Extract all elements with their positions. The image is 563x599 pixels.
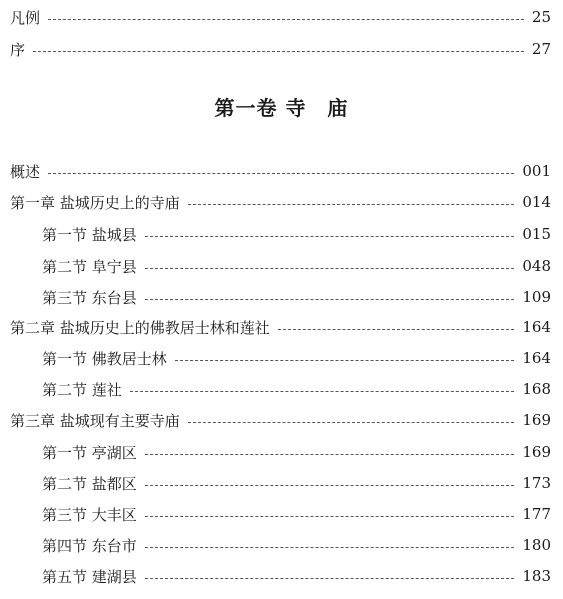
dot-leader (145, 484, 515, 486)
volume-title-text: 第一卷 寺 庙 (214, 96, 349, 120)
dot-leader (175, 359, 515, 361)
toc-entry-section (0, 534, 563, 556)
toc-entry-chapter (0, 409, 563, 431)
toc-entry-label: 第二节 阜宁县 (42, 257, 137, 276)
toc-entry-section (0, 255, 563, 277)
toc-entry-label: 凡例 (10, 8, 41, 27)
dot-leader (145, 298, 515, 300)
toc-entry-page: 25 (531, 8, 551, 26)
toc-entry-chapter (0, 191, 563, 213)
toc-entry-page: 169 (522, 411, 551, 429)
dot-leader (145, 577, 515, 579)
dot-leader (48, 18, 524, 20)
toc-entry-label: 序 (10, 40, 26, 59)
toc-entry-section (0, 286, 563, 308)
toc-entry-label: 第三章 盐城现有主要寺庙 (10, 411, 180, 430)
dot-leader (145, 546, 515, 548)
dot-leader (145, 515, 515, 517)
toc-entry-label: 第三节 大丰区 (42, 505, 137, 524)
dot-leader (145, 235, 515, 237)
toc-entry-label: 第四节 东台市 (42, 536, 137, 555)
toc-entry-page: 109 (522, 288, 551, 306)
dot-leader (188, 421, 515, 423)
toc-entry-label: 第二节 莲社 (42, 380, 122, 399)
toc-entry-page: 015 (522, 225, 551, 243)
dot-leader (145, 267, 515, 269)
toc-entry-label: 第一章 盐城历史上的寺庙 (10, 193, 180, 212)
toc-entry-page: 164 (522, 318, 551, 336)
dot-leader (130, 390, 515, 392)
toc-entry-section (0, 223, 563, 245)
toc-entry-label: 第五节 建湖县 (42, 567, 137, 586)
toc-entry-chapter (0, 160, 563, 182)
toc-entry-page: 164 (522, 349, 551, 367)
toc-entry-front-matter (0, 6, 563, 28)
toc-entry-label: 第二节 盐都区 (42, 474, 137, 493)
toc-entry-page: 168 (522, 380, 551, 398)
toc-entry-section (0, 378, 563, 400)
toc-entry-chapter (0, 316, 563, 338)
toc-entry-page: 180 (522, 536, 551, 554)
toc-entry-section (0, 441, 563, 463)
toc-entry-label: 第二章 盐城历史上的佛教居士林和莲社 (10, 318, 270, 337)
dot-leader (188, 203, 515, 205)
volume-title (0, 92, 563, 121)
toc-entry-label: 第一节 盐城县 (42, 225, 137, 244)
toc-entry-label: 第一节 佛教居士林 (42, 349, 167, 368)
toc-entry-label: 概述 (10, 162, 41, 181)
toc-entry-page: 173 (522, 474, 551, 492)
toc-entry-label: 第三节 东台县 (42, 288, 137, 307)
toc-entry-page: 014 (522, 193, 551, 211)
toc-entry-page: 27 (531, 40, 551, 58)
dot-leader (278, 328, 515, 330)
dot-leader (48, 172, 514, 174)
toc-entry-section (0, 347, 563, 369)
toc-entry-section (0, 503, 563, 525)
dot-leader (33, 50, 524, 52)
toc-entry-label: 第一节 亭湖区 (42, 443, 137, 462)
toc-entry-page: 048 (522, 257, 551, 275)
dot-leader (145, 453, 515, 455)
toc-entry-front-matter (0, 38, 563, 60)
toc-entry-page: 001 (522, 162, 551, 180)
toc-entry-page: 177 (522, 505, 551, 523)
toc-entry-section (0, 565, 563, 587)
toc-entry-page: 169 (522, 443, 551, 461)
toc-entry-section (0, 472, 563, 494)
toc-entry-page: 183 (522, 567, 551, 585)
